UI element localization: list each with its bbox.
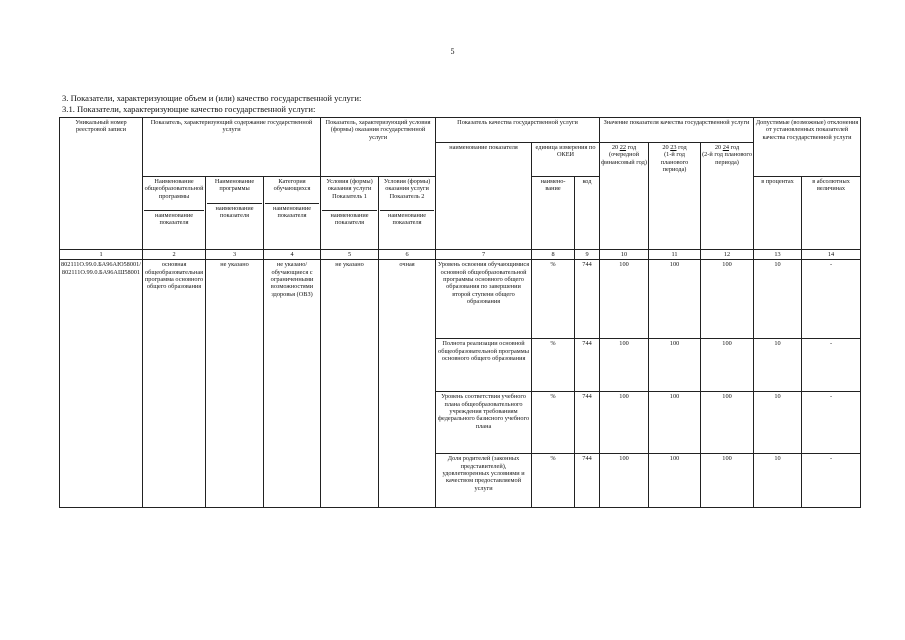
col-number: 7 [436, 249, 532, 259]
col-number: 14 [802, 249, 861, 259]
sub-indicator-label: наименование показателя [380, 210, 434, 227]
value-year-2: 100 [649, 392, 701, 454]
page-number: 5 [450, 47, 455, 56]
value-year-2: 100 [649, 339, 701, 392]
value-year-1: 100 [600, 392, 649, 454]
subsection-heading: 3.1. Показатели, характеризующие качество государственной услуги: [62, 104, 316, 114]
deviation-percent: 10 [754, 392, 802, 454]
student-category-continued [264, 339, 321, 392]
year-1-desc: (очередной финансовый год) [601, 151, 647, 166]
quality-indicators-table [59, 117, 861, 508]
condition-1-continued [321, 454, 379, 508]
sub-indicator-label: наименование показателя [207, 203, 262, 220]
deviation-absolute: - [802, 339, 861, 392]
year-2-suffix: год [678, 143, 687, 151]
col-number: 11 [649, 249, 701, 259]
col-number: 8 [532, 249, 575, 259]
header-unit-code: код [575, 176, 600, 249]
header-conditions-spacer [321, 142, 436, 176]
col-number: 6 [379, 249, 436, 259]
value-year-1: 100 [600, 260, 649, 339]
header-content-spacer [143, 142, 321, 176]
indicator-name: Полнота реализации основной общеобразовательной программы основного общего образования [436, 339, 532, 392]
header-content-group: Показатель, характеризующий содержание государственной услуги [143, 118, 321, 143]
condition-1: не указано [321, 260, 379, 339]
value-year-3: 100 [701, 260, 754, 339]
sub-indicator-label: наименование показателя [144, 210, 204, 227]
header-unit-name: наимено-вание [532, 176, 575, 249]
header-program-text: Наименование программы [214, 177, 255, 193]
col-number: 13 [754, 249, 802, 259]
header-program-name-text: Наименование общеобразовательной программы [144, 177, 204, 200]
year-3-suffix: год [730, 143, 740, 151]
student-category-continued [264, 392, 321, 454]
unit-code: 744 [575, 339, 600, 392]
year-3-number: 24 [722, 143, 730, 151]
registry-number: 802111О.99.0.БА96АЮ58001/ 802111О.99.0.БА96АШ58001 [60, 260, 143, 339]
table-row [60, 454, 861, 508]
header-registry-number: Уникальный номер реестровой записи [60, 118, 143, 250]
header-year-1 [600, 142, 649, 249]
indicator-name: Уровень соответствия учебного плана общеобразовательного учреждения требованиям федерального базисного учебного плана [436, 392, 532, 454]
unit-code: 744 [575, 454, 600, 508]
condition-2-continued [379, 392, 436, 454]
program-continued [206, 392, 264, 454]
condition-2-continued [379, 339, 436, 392]
value-year-3: 100 [701, 339, 754, 392]
col-number: 2 [143, 249, 206, 259]
col-number: 9 [575, 249, 600, 259]
col-number: 5 [321, 249, 379, 259]
registry-number-continued [60, 392, 143, 454]
header-values-group: Значение показателя качества государственной услуги [600, 118, 754, 143]
unit-code: 744 [575, 392, 600, 454]
deviation-percent: 10 [754, 260, 802, 339]
col-number: 10 [600, 249, 649, 259]
header-year-3 [701, 142, 754, 249]
deviation-absolute: - [802, 454, 861, 508]
indicator-name: Доля родителей (законных представителей), удовлетворенных условиями и качеством предоставляемой услуги [436, 454, 532, 508]
program-continued [206, 454, 264, 508]
condition-1-continued [321, 339, 379, 392]
unit-name: % [532, 454, 575, 508]
year-1-number: 22 [619, 143, 627, 151]
table-row [60, 339, 861, 392]
header-deviation-group: Допустимые (возможные) отклонения от установленных показателей качества государственной услуги [754, 118, 861, 177]
year-1-suffix: год [627, 143, 637, 151]
deviation-absolute: - [802, 392, 861, 454]
header-condition-2 [379, 176, 436, 249]
column-number-row [60, 249, 861, 259]
header-student-category [264, 176, 321, 249]
col-number: 1 [60, 249, 143, 259]
value-year-2: 100 [649, 454, 701, 508]
table-row [60, 392, 861, 454]
value-year-2: 100 [649, 260, 701, 339]
sub-indicator-label: наименование показателя [322, 210, 377, 227]
header-in-percent: в процентах [754, 176, 802, 249]
year-3-desc: (2-й год планового периода) [702, 151, 752, 166]
header-conditions-group: Показатель, характеризующий условия (формы) оказания государственной услуги [321, 118, 436, 143]
sub-indicator-label: наименование показателя [265, 203, 319, 220]
header-year-2 [649, 142, 701, 249]
header-condition-1-text: Условия (формы) оказания услуги Показатель 1 [326, 177, 373, 200]
deviation-percent: 10 [754, 339, 802, 392]
student-category: не указано/ обучающиеся с ограниченными возможностями здоровья (ОВЗ) [264, 260, 321, 339]
value-year-3: 100 [701, 454, 754, 508]
program-continued [206, 339, 264, 392]
value-year-3: 100 [701, 392, 754, 454]
unit-name: % [532, 339, 575, 392]
header-condition-1 [321, 176, 379, 249]
program: не указано [206, 260, 264, 339]
student-category-continued [264, 454, 321, 508]
col-number: 3 [206, 249, 264, 259]
unit-name: % [532, 392, 575, 454]
program-name-continued [143, 339, 206, 392]
value-year-1: 100 [600, 454, 649, 508]
condition-1-continued [321, 392, 379, 454]
header-in-absolute: в абсолютных величинах [802, 176, 861, 249]
deviation-percent: 10 [754, 454, 802, 508]
unit-code: 744 [575, 260, 600, 339]
registry-number-continued [60, 454, 143, 508]
section-heading: 3. Показатели, характеризующие объем и (или) качество государственной услуги: [62, 93, 362, 103]
table-row [60, 260, 861, 339]
program-name-continued [143, 454, 206, 508]
header-condition-2-text: Условия (формы) оказания услуги Показатель 2 [383, 177, 431, 200]
header-student-category-text: Категория обучающихся [273, 177, 311, 193]
col-number: 4 [264, 249, 321, 259]
condition-2: очная [379, 260, 436, 339]
indicator-name: Уровень освоения обучающимися основной общеобразовательной программы основного общего образования по завершении второй ступени общего образования [436, 260, 532, 339]
year-3-prefix: 20 [714, 143, 722, 151]
header-program-name [143, 176, 206, 249]
program-name-continued [143, 392, 206, 454]
header-program [206, 176, 264, 249]
deviation-absolute: - [802, 260, 861, 339]
program-name: основная общеобразовательная программа основного общего образования [143, 260, 206, 339]
registry-number-continued [60, 339, 143, 392]
year-1-prefix: 20 [611, 143, 619, 151]
value-year-1: 100 [600, 339, 649, 392]
header-unit-okei: единица измерения по ОКЕИ [532, 142, 600, 176]
col-number: 12 [701, 249, 754, 259]
condition-2-continued [379, 454, 436, 508]
year-2-desc: (1-й год планового периода) [660, 151, 689, 173]
unit-name: % [532, 260, 575, 339]
year-2-number: 23 [670, 143, 677, 151]
year-2-prefix: 20 [662, 143, 669, 151]
header-quality-group: Показатель качества государственной услуги [436, 118, 600, 143]
header-indicator-name: наименование показателя [436, 142, 532, 249]
